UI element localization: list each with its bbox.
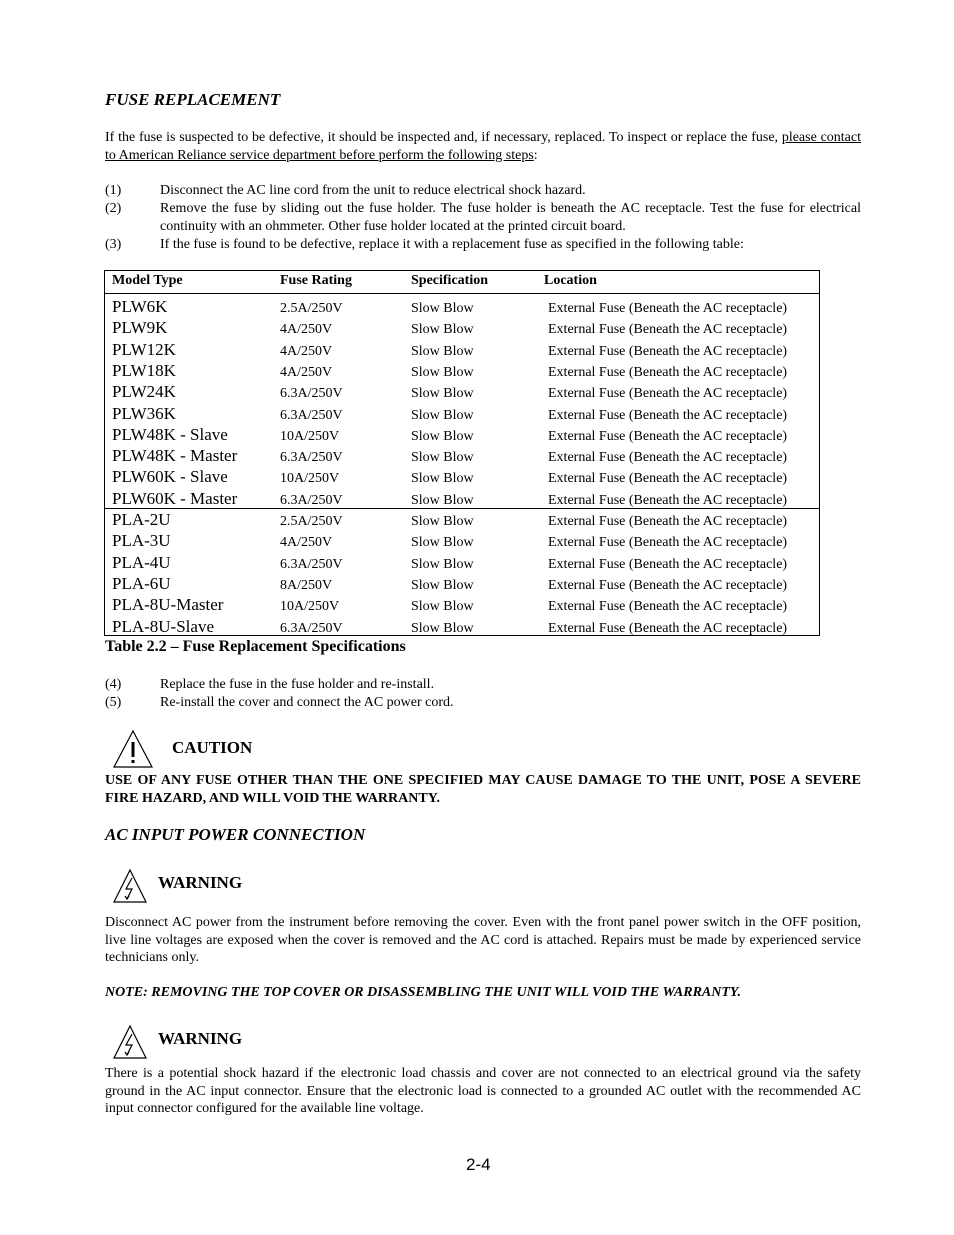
table-row — [105, 319, 819, 340]
cell-fuse-rating: 10A/250V — [280, 428, 340, 444]
cell-model-type: PLW48K - Slave — [112, 424, 228, 444]
warning-text-1: Disconnect AC power from the instrument before removing the cover. Even with the front panel power switch in the OFF position, live line voltages are exposed when the cover is removed and the AC cord is attached. Repairs must be made by experienced service technicians only. — [105, 915, 861, 966]
table-row — [105, 383, 819, 404]
section-heading-ac-input: AC INPUT POWER CONNECTION — [105, 825, 366, 844]
cell-location: External Fuse (Beneath the AC receptacle) — [548, 386, 788, 402]
cell-location: External Fuse (Beneath the AC receptacle) — [548, 492, 788, 508]
cell-fuse-rating: 4A/250V — [280, 364, 333, 380]
cell-fuse-rating: 4A/250V — [280, 535, 333, 551]
step-number: (5) — [105, 695, 122, 710]
header-specification: Specification — [411, 273, 488, 288]
fuse-intro-paragraph — [105, 129, 861, 164]
cell-model-type: PLW48K - Master — [112, 446, 238, 466]
cell-location: External Fuse (Beneath the AC receptacle) — [548, 301, 788, 316]
cell-specification: Slow Blow — [411, 450, 474, 466]
cell-specification: Slow Blow — [411, 364, 474, 380]
step-text: Remove the fuse by sliding out the fuse holder. The fuse holder is beneath the AC receptacle. Test the fuse for electrical continuity with an ohmmeter. Other fuse holder located at the printed circuit board. — [160, 201, 861, 234]
cell-specification: Slow Blow — [411, 407, 474, 423]
cell-specification: Slow Blow — [411, 471, 474, 487]
header-divider — [105, 293, 819, 294]
table-row — [105, 468, 819, 489]
caution-exclamation-icon — [112, 729, 154, 769]
header-location: Location — [544, 273, 597, 288]
step-number: (2) — [105, 201, 122, 216]
cell-specification: Slow Blow — [411, 620, 474, 636]
step-number: (3) — [105, 237, 122, 252]
cell-specification: Slow Blow — [411, 386, 474, 402]
intro-text: If the fuse is suspected to be defective, it should be inspected and, if necessary, replaced. To inspect or replace the fuse, — [105, 130, 782, 145]
cell-location: External Fuse (Beneath the AC receptacle) — [548, 322, 788, 338]
table-row — [105, 447, 819, 468]
fuse-spec-table — [104, 270, 820, 636]
cell-specification: Slow Blow — [411, 343, 474, 359]
table-row — [105, 426, 819, 447]
step-text: Disconnect the AC line cord from the unit to reduce electrical shock hazard. — [160, 183, 586, 198]
cell-model-type: PLA-2U — [112, 510, 171, 529]
cell-fuse-rating: 4A/250V — [280, 343, 333, 359]
table-row — [105, 532, 819, 553]
cell-model-type: PLA-8U-Master — [112, 595, 224, 615]
cell-fuse-rating: 2.5A/250V — [280, 514, 343, 529]
cell-model-type: PLW12K — [112, 339, 176, 359]
cell-location: External Fuse (Beneath the AC receptacle) — [548, 599, 788, 615]
step-text: If the fuse is found to be defective, replace it with a replacement fuse as specified in the following table: — [160, 237, 744, 252]
table-row — [105, 298, 819, 319]
cell-model-type: PLA-6U — [112, 573, 171, 593]
page-number: 2-4 — [466, 1155, 491, 1174]
cell-specification: Slow Blow — [411, 322, 474, 338]
step-number: (1) — [105, 183, 122, 198]
table-row — [105, 575, 819, 596]
caution-text: USE OF ANY FUSE OTHER THAN THE ONE SPECIFIED MAY CAUSE DAMAGE TO THE UNIT, POSE A SEVERE FIRE HAZARD, AND WILL VOID THE WARRANTY. — [105, 773, 861, 806]
cell-specification: Slow Blow — [411, 514, 474, 529]
cell-model-type: PLA-3U — [112, 531, 171, 551]
table-caption: Table 2.2 – Fuse Replacement Specifications — [105, 638, 406, 655]
cell-location: External Fuse (Beneath the AC receptacle) — [548, 343, 788, 359]
header-fuse-rating: Fuse Rating — [280, 273, 352, 288]
cell-location: External Fuse (Beneath the AC receptacle) — [548, 620, 788, 636]
step-number: (4) — [105, 677, 122, 692]
cell-location: External Fuse (Beneath the AC receptacle) — [548, 471, 788, 487]
warranty-note: NOTE: REMOVING THE TOP COVER OR DISASSEMBLING THE UNIT WILL VOID THE WARRANTY. — [105, 985, 741, 1000]
table-row — [105, 554, 819, 575]
section-heading-fuse: FUSE REPLACEMENT — [105, 90, 281, 109]
cell-fuse-rating: 6.3A/250V — [280, 407, 343, 423]
intro-end: : — [533, 147, 538, 163]
table-row — [105, 596, 819, 617]
cell-location: External Fuse (Beneath the AC receptacle) — [548, 577, 788, 593]
cell-model-type: PLW60K - Master — [112, 488, 238, 508]
cell-fuse-rating: 8A/250V — [280, 577, 333, 593]
cell-fuse-rating: 6.3A/250V — [280, 620, 343, 636]
table-row — [105, 362, 819, 383]
warning-lightning-icon — [112, 868, 148, 904]
cell-model-type: PLW9K — [112, 318, 168, 338]
cell-specification: Slow Blow — [411, 535, 474, 551]
cell-fuse-rating: 10A/250V — [280, 599, 340, 615]
cell-fuse-rating: 6.3A/250V — [280, 386, 343, 402]
cell-model-type: PLW60K - Slave — [112, 467, 228, 487]
step-text: Re-install the cover and connect the AC power cord. — [160, 695, 454, 710]
warning-label-1: WARNING — [158, 873, 243, 892]
cell-fuse-rating: 4A/250V — [280, 322, 333, 338]
cell-fuse-rating: 6.3A/250V — [280, 556, 343, 572]
cell-model-type: PLW24K — [112, 382, 176, 402]
table-row — [105, 511, 819, 532]
cell-model-type: PLW6K — [112, 297, 168, 316]
cell-location: External Fuse (Beneath the AC receptacle) — [548, 450, 788, 466]
cell-fuse-rating: 2.5A/250V — [280, 301, 343, 316]
cell-specification: Slow Blow — [411, 556, 474, 572]
cell-location: External Fuse (Beneath the AC receptacle) — [548, 535, 788, 551]
warning-label-2: WARNING — [158, 1029, 243, 1048]
table-row — [105, 405, 819, 426]
cell-location: External Fuse (Beneath the AC receptacle) — [548, 364, 788, 380]
cell-model-type: PLA-8U-Slave — [112, 616, 214, 636]
cell-specification: Slow Blow — [411, 301, 474, 316]
caution-label: CAUTION — [172, 738, 253, 757]
cell-location: External Fuse (Beneath the AC receptacle) — [548, 556, 788, 572]
cell-model-type: PLW36K — [112, 403, 176, 423]
cell-location: External Fuse (Beneath the AC receptacle) — [548, 514, 788, 529]
table-row — [105, 618, 819, 639]
cell-fuse-rating: 10A/250V — [280, 471, 340, 487]
cell-model-type: PLA-4U — [112, 552, 171, 572]
cell-specification: Slow Blow — [411, 599, 474, 615]
table-row — [105, 341, 819, 362]
cell-fuse-rating: 6.3A/250V — [280, 450, 343, 466]
cell-model-type: PLW18K — [112, 360, 176, 380]
cell-fuse-rating: 6.3A/250V — [280, 492, 343, 508]
header-model-type: Model Type — [112, 273, 183, 288]
cell-location: External Fuse (Beneath the AC receptacle) — [548, 428, 788, 444]
cell-specification: Slow Blow — [411, 577, 474, 593]
intro-underlined-text: please contact to American Reliance service department before perform the following steps — [105, 130, 861, 163]
warning-lightning-icon — [112, 1024, 148, 1060]
warning-text-2: There is a potential shock hazard if the electronic load chassis and cover are not connected to an electrical ground via the safety ground in the AC input connector. Ensure that the electronic load is connected to a grounded AC outlet with the recommended AC input connector configured for the available line voltage. — [105, 1066, 861, 1117]
table-row — [105, 490, 819, 511]
cell-specification: Slow Blow — [411, 492, 474, 508]
cell-specification: Slow Blow — [411, 428, 474, 444]
step-text: Replace the fuse in the fuse holder and re-install. — [160, 677, 435, 692]
cell-location: External Fuse (Beneath the AC receptacle) — [548, 407, 788, 423]
